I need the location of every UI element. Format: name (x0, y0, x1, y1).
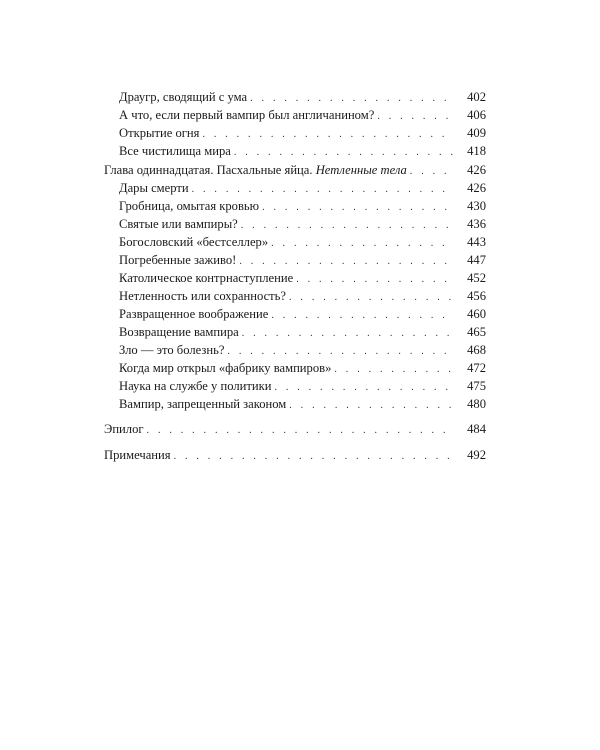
toc-entry[interactable] (119, 180, 486, 197)
toc-entry-title: Погребенные заживо! (119, 252, 239, 269)
toc-entry-title: Богословский «бестселлер» (119, 234, 271, 251)
toc-entry-title: Гробница, омытая кровью (119, 198, 262, 215)
toc-entry-page: 402 (467, 90, 486, 104)
toc-entry[interactable] (119, 360, 486, 377)
toc-entry[interactable] (119, 143, 486, 160)
toc-entry-title: Католическое контрнаступление (119, 270, 296, 287)
toc-entry-title: Когда мир открыл «фабрику вампиров» (119, 360, 334, 377)
dot-leader (410, 163, 454, 180)
toc-entry-title: А что, если первый вампир был англичанином? (119, 107, 377, 124)
toc-entry[interactable] (119, 252, 486, 269)
dot-leader (271, 307, 454, 324)
toc-entry-page: 452 (467, 271, 486, 285)
toc-entry-title: Святые или вампиры? (119, 216, 241, 233)
toc-entry-page: 472 (467, 361, 486, 375)
toc-entry-page: 447 (467, 253, 486, 267)
toc-chapter-title (104, 162, 410, 179)
toc-entry-title: Наука на службе у политики (119, 378, 274, 395)
dot-leader (250, 90, 454, 107)
toc-entry-page: 430 (467, 199, 486, 213)
toc-entry-title: Возвращение вампира (119, 324, 242, 341)
dot-leader (271, 235, 454, 252)
toc-entry[interactable] (119, 89, 486, 106)
dot-leader (241, 217, 454, 234)
toc-entry-page: 426 (467, 163, 486, 177)
dot-leader (227, 343, 454, 360)
dot-leader (262, 199, 454, 216)
toc-entry[interactable] (119, 396, 486, 413)
toc-entry-page: 456 (467, 289, 486, 303)
toc-entry-title: Открытие огня (119, 125, 202, 142)
toc-entry[interactable] (119, 107, 486, 124)
toc-entry-title: Нетленность или сохранность? (119, 288, 289, 305)
toc-entry-page: 484 (467, 422, 486, 436)
toc-entry[interactable] (119, 198, 486, 215)
toc-chapter-entry[interactable] (104, 421, 486, 438)
dot-leader (174, 448, 454, 465)
dot-leader (192, 181, 454, 198)
chapter-title-text: Глава одиннадцатая. Пасхальные яйца. (104, 163, 316, 177)
dot-leader (202, 126, 454, 143)
toc-entry[interactable] (119, 216, 486, 233)
toc-entry-page: 443 (467, 235, 486, 249)
toc-entry[interactable] (119, 378, 486, 395)
toc-chapter-entry[interactable] (104, 162, 486, 179)
toc-entry[interactable] (119, 125, 486, 142)
toc-entry-title: Эпилог (104, 421, 147, 438)
toc-chapter-entry[interactable] (104, 447, 486, 464)
toc-entry-title: Развращенное воображение (119, 306, 271, 323)
toc-entry-title: Все чистилища мира (119, 143, 234, 160)
toc-entry-title: Зло — это болезнь? (119, 342, 227, 359)
toc-entry-page: 406 (467, 108, 486, 122)
dot-leader (377, 108, 454, 125)
toc-entry-page: 480 (467, 397, 486, 411)
toc-entry[interactable] (119, 324, 486, 341)
toc-entry-page: 418 (467, 144, 486, 158)
dot-leader (289, 289, 454, 306)
toc-entry[interactable] (119, 288, 486, 305)
toc-entry-title: Дары смерти (119, 180, 192, 197)
toc-entry-page: 460 (467, 307, 486, 321)
dot-leader (242, 325, 454, 342)
dot-leader (289, 397, 454, 414)
toc-entry-page: 436 (467, 217, 486, 231)
dot-leader (334, 361, 454, 378)
toc-entry-title: Примечания (104, 447, 174, 464)
toc-entry[interactable] (119, 342, 486, 359)
toc-entry-page: 465 (467, 325, 486, 339)
dot-leader (296, 271, 454, 288)
dot-leader (234, 144, 454, 161)
dot-leader (274, 379, 454, 396)
toc-entry-title: Драугр, сводящий с ума (119, 89, 250, 106)
dot-leader (147, 422, 454, 439)
dot-leader (239, 253, 454, 270)
toc-entry[interactable] (119, 234, 486, 251)
toc-entry-title: Вампир, запрещенный законом (119, 396, 289, 413)
toc-entry[interactable] (119, 306, 486, 323)
toc-entry-page: 409 (467, 126, 486, 140)
toc-entry[interactable] (119, 270, 486, 287)
toc-entry-page: 492 (467, 448, 486, 462)
chapter-title-italic: Нетленные тела (315, 163, 407, 177)
toc-entry-page: 475 (467, 379, 486, 393)
toc-entry-page: 426 (467, 181, 486, 195)
toc-entry-page: 468 (467, 343, 486, 357)
